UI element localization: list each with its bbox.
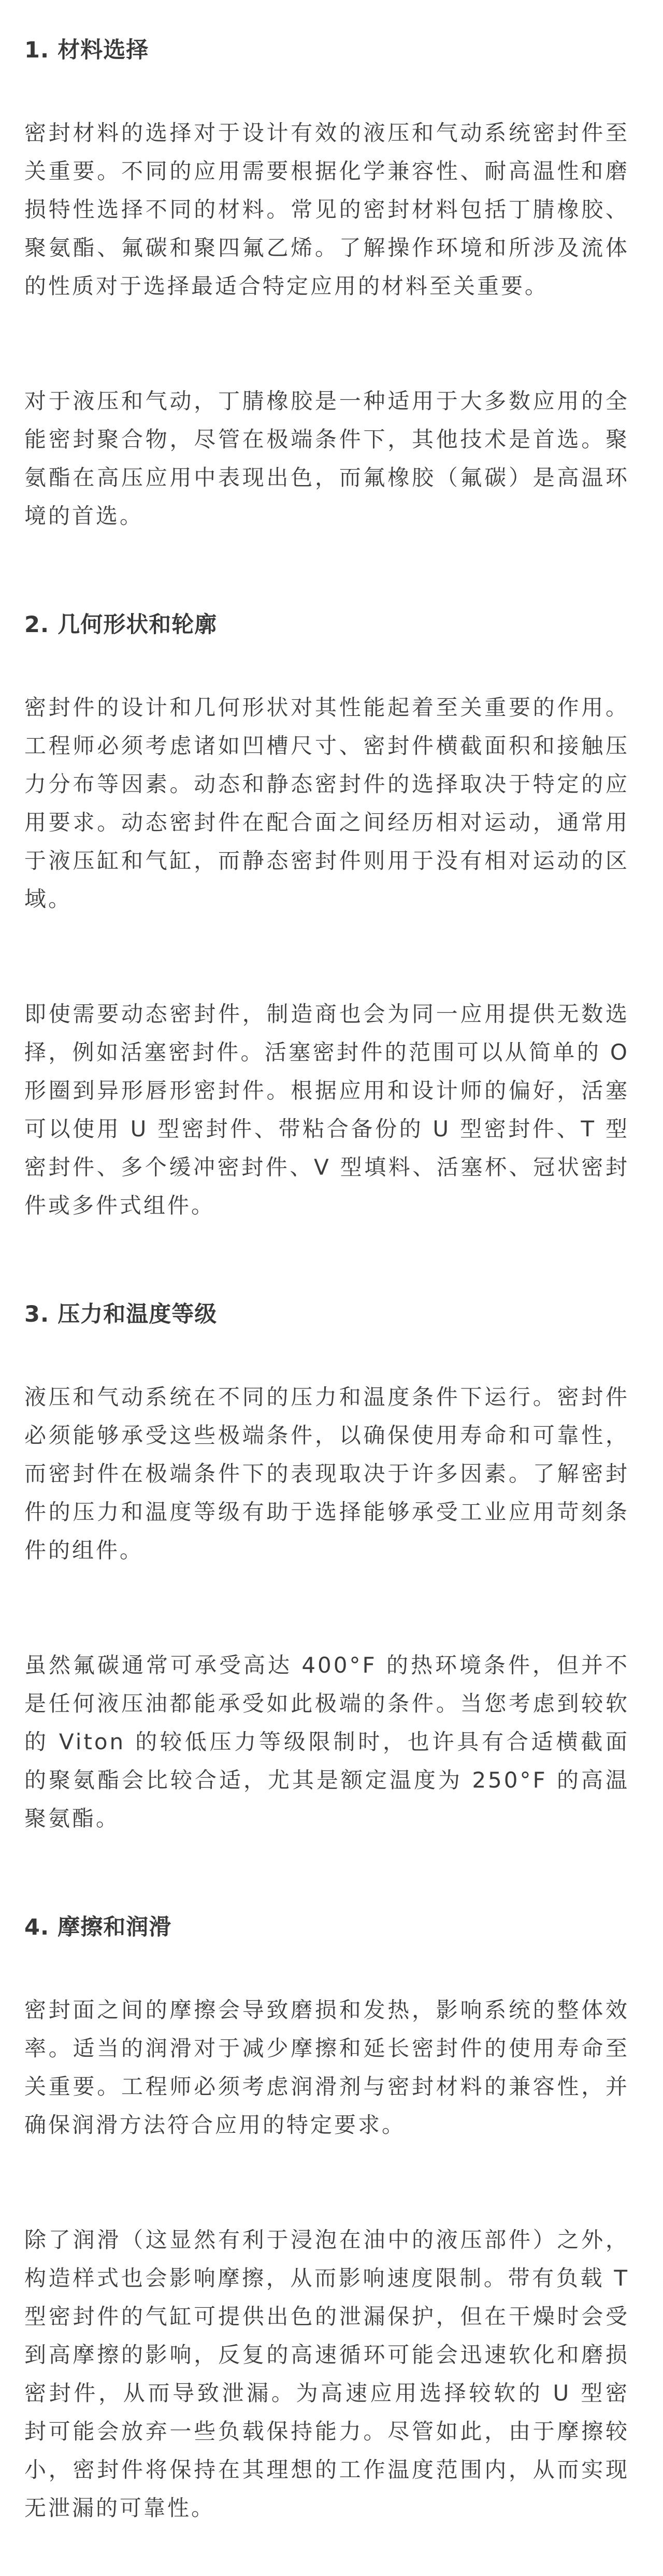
- section-heading: 3. 压力和温度等级: [24, 1301, 218, 1327]
- section-friction-lubrication: [24, 1914, 639, 2527]
- section-pressure-temperature: [24, 1301, 639, 1838]
- section-heading: 1. 材料选择: [24, 37, 149, 63]
- paragraph: 虽然氟碳通常可承受高达 400°F 的热环境条件，但并不是任何液压油都能承受如此极端的条件。当您考虑到较软的 Viton 的较低压力等级限制时，也许具有合适横截面的聚氨酯会比较合适，尤其是额定温度为 250°F 的高温聚氨酯。: [24, 1652, 629, 1831]
- paragraph: 对于液压和气动，丁腈橡胶是一种适用于大多数应用的全能密封聚合物，尽管在极端条件下，其他技术是首选。聚氨酯在高压应用中表现出色，而氟橡胶（氟碳）是高温环境的首选。: [24, 388, 629, 529]
- paragraph: 密封件的设计和几何形状对其性能起着至关重要的作用。工程师必须考虑诸如凹槽尺寸、密封件横截面积和接触压力分布等因素。动态和静态密封件的选择取决于特定的应用要求。动态密封件在配合面之间经历相对运动，通常用于液压缸和气缸，而静态密封件则用于没有相对运动的区域。: [24, 695, 629, 912]
- section-heading: 4. 摩擦和润滑: [24, 1914, 172, 1940]
- paragraph: 密封材料的选择对于设计有效的液压和气动系统密封件至关重要。不同的应用需要根据化学兼容性、耐高温性和磨损特性选择不同的材料。常见的密封材料包括丁腈橡胶、聚氨酯、氟碳和聚四氟乙烯。了解操作环境和所涉及流体的性质对于选择最适合特定应用的材料至关重要。: [24, 120, 629, 299]
- paragraph: 除了润滑（这显然有利于浸泡在油中的液压部件）之外，构造样式也会影响摩擦，从而影响速度限制。带有负载 T 型密封件的气缸可提供出色的泄漏保护，但在干燥时会受到高摩擦的影响，反复的高速循环可能会迅速软化和磨损密封件，从而导致泄漏。为高速应用选择较软的 U 型密封可能会放弃一些负载保持能力。尽管如此，由于摩擦较小，密封件将保持在其理想的工作温度范围内，从而实现无泄漏的可靠性。: [24, 2227, 629, 2521]
- paragraph: 密封面之间的摩擦会导致磨损和发热，影响系统的整体效率。适当的润滑对于减少摩擦和延长密封件的使用寿命至关重要。工程师必须考虑润滑剂与密封材料的兼容性，并确保润滑方法符合应用的特定要求。: [24, 1997, 629, 2138]
- section-material-selection: [24, 37, 639, 535]
- paragraph: 即使需要动态密封件，制造商也会为同一应用提供无数选择，例如活塞密封件。活塞密封件的范围可以从简单的 O 形圈到异形唇形密封件。根据应用和设计师的偏好，活塞可以使用 U 型密封件、带粘合备份的 U 型密封件、T 型密封件、多个缓冲密封件、V 型填料、活塞杯、冠状密封件或多件式组件。: [24, 1001, 629, 1218]
- paragraph: 液压和气动系统在不同的压力和温度条件下运行。密封件必须能够承受这些极端条件，以确保使用寿命和可靠性，而密封件在极端条件下的表现取决于许多因素。了解密封件的压力和温度等级有助于选择能够承受工业应用苛刻条件的组件。: [24, 1384, 629, 1563]
- section-geometry-profile: [24, 612, 639, 1225]
- section-heading: 2. 几何形状和轮廓: [24, 612, 218, 638]
